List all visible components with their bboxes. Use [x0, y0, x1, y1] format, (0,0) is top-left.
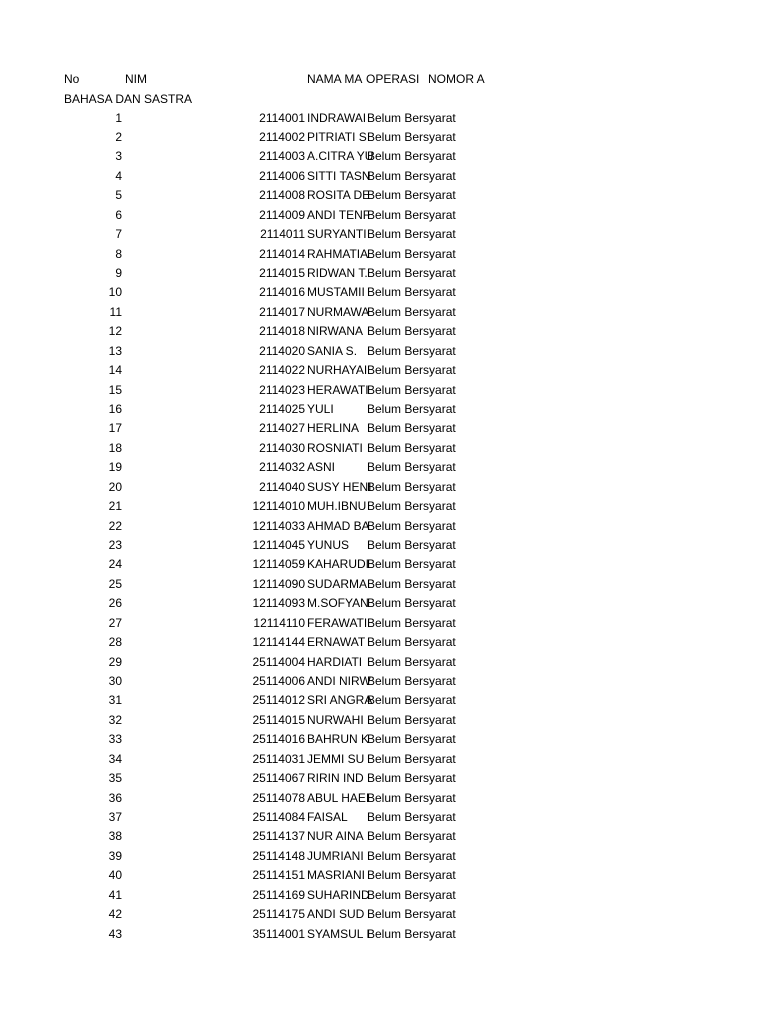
row-name: ANDI TENF	[307, 207, 371, 222]
row-status: Belum Bersyarat	[367, 848, 456, 863]
row-nim: 12114033	[252, 518, 305, 533]
row-nim: 25114175	[252, 907, 305, 922]
row-status: Belum Bersyarat	[367, 712, 456, 727]
row-number: 2	[115, 129, 122, 144]
table-row	[0, 266, 768, 281]
row-number: 33	[108, 732, 122, 747]
table-row	[0, 557, 768, 572]
row-number: 19	[108, 460, 122, 475]
row-name: SYAMSUL I	[307, 926, 370, 941]
row-status: Belum Bersyarat	[367, 460, 456, 475]
row-status: Belum Bersyarat	[367, 363, 456, 378]
row-status: Belum Bersyarat	[367, 440, 456, 455]
row-nim: 2114016	[259, 285, 305, 300]
row-number: 4	[115, 168, 122, 183]
row-number: 38	[108, 829, 122, 844]
row-nim: 25114006	[252, 673, 305, 688]
row-name: KAHARUDI	[307, 557, 370, 572]
row-name: AHMAD BA	[307, 518, 370, 533]
table-row	[0, 635, 768, 650]
row-nim: 2114023	[259, 382, 305, 397]
row-nim: 25114016	[252, 732, 305, 747]
row-number: 11	[109, 304, 122, 319]
table-row	[0, 732, 768, 747]
row-status: Belum Bersyarat	[367, 537, 456, 552]
row-nim: 2114018	[259, 324, 305, 339]
row-name: M.SOFYAN	[307, 596, 369, 611]
row-nim: 2114006	[259, 168, 305, 183]
table-row	[0, 421, 768, 436]
row-number: 43	[108, 926, 122, 941]
row-status: Belum Bersyarat	[367, 188, 456, 203]
header-no: No	[64, 71, 80, 86]
row-status: Belum Bersyarat	[367, 926, 456, 941]
row-nim: 2114027	[259, 421, 305, 436]
row-name: SUSY HENI	[307, 479, 372, 494]
row-nim: 12114093	[252, 596, 305, 611]
row-number: 7	[115, 227, 122, 242]
row-number: 42	[108, 907, 122, 922]
row-status: Belum Bersyarat	[367, 615, 456, 630]
table-row	[0, 499, 768, 514]
table-row	[0, 829, 768, 844]
row-number: 14	[108, 363, 122, 378]
row-number: 31	[108, 693, 122, 708]
row-nim: 2114030	[259, 440, 305, 455]
row-status: Belum Bersyarat	[367, 673, 456, 688]
row-nim: 12114110	[253, 615, 305, 630]
row-name: HERAWATI	[307, 382, 369, 397]
row-nim: 12114059	[252, 557, 305, 572]
table-row	[0, 441, 768, 456]
table-row	[0, 771, 768, 786]
row-name: INDRAWAI	[307, 110, 367, 125]
row-number: 8	[115, 246, 122, 261]
row-status: Belum Bersyarat	[367, 324, 456, 339]
row-name: ANDI SUD	[307, 907, 365, 922]
row-name: RAHMATIA	[307, 246, 369, 261]
row-status: Belum Bersyarat	[367, 635, 456, 650]
row-status: Belum Bersyarat	[367, 246, 456, 261]
row-number: 28	[108, 635, 122, 650]
row-number: 17	[108, 421, 122, 436]
table-row	[0, 480, 768, 495]
row-name: YULI	[307, 401, 334, 416]
header-nomor: NOMOR A	[428, 71, 485, 86]
table-row	[0, 616, 768, 631]
row-number: 5	[115, 188, 122, 203]
row-nim: 2114003	[259, 149, 305, 164]
row-name: NURMAWA	[307, 304, 370, 319]
row-status: Belum Bersyarat	[367, 149, 456, 164]
row-name: SUDARMA	[307, 576, 368, 591]
row-status: Belum Bersyarat	[367, 829, 456, 844]
table-row	[0, 344, 768, 359]
table-row	[0, 791, 768, 806]
row-nim: 12114144	[252, 635, 305, 650]
row-number: 16	[108, 401, 122, 416]
row-status: Belum Bersyarat	[367, 304, 456, 319]
table-row	[0, 655, 768, 670]
row-status: Belum Bersyarat	[367, 693, 456, 708]
row-name: ERNAWAT	[307, 635, 366, 650]
row-name: SITTI TASN	[307, 168, 371, 183]
row-name: HARDIATI	[307, 654, 363, 669]
table-row	[0, 111, 768, 126]
table-row	[0, 596, 768, 611]
table-row	[0, 169, 768, 184]
table-row	[0, 519, 768, 534]
row-nim: 25114031	[252, 751, 305, 766]
table-row	[0, 907, 768, 922]
row-status: Belum Bersyarat	[367, 576, 456, 591]
row-status: Belum Bersyarat	[367, 557, 456, 572]
row-status: Belum Bersyarat	[367, 168, 456, 183]
row-nim: 2114015	[259, 265, 305, 280]
row-name: A.CITRA YU	[307, 149, 374, 164]
row-number: 29	[108, 654, 122, 669]
row-name: ROSITA DE	[307, 188, 371, 203]
row-status: Belum Bersyarat	[367, 887, 456, 902]
table-row	[0, 693, 768, 708]
row-number: 9	[115, 265, 122, 280]
table-row	[0, 849, 768, 864]
table-row	[0, 402, 768, 417]
row-nim: 2114022	[259, 363, 305, 378]
row-nim: 25114169	[252, 887, 305, 902]
row-name: HERLINA	[307, 421, 360, 436]
row-number: 36	[108, 790, 122, 805]
row-status: Belum Bersyarat	[367, 227, 456, 242]
row-status: Belum Bersyarat	[367, 771, 456, 786]
row-name: RIRIN IND	[307, 771, 364, 786]
row-name: MASRIANI	[307, 868, 366, 883]
row-nim: 25114151	[252, 868, 305, 883]
header-nim: NIM	[125, 71, 147, 86]
table-row	[0, 188, 768, 203]
row-name: FERAWATI	[307, 615, 368, 630]
table-row	[0, 324, 768, 339]
row-number: 30	[108, 673, 122, 688]
row-status: Belum Bersyarat	[367, 809, 456, 824]
table-row	[0, 227, 768, 242]
row-nim: 25114148	[252, 848, 305, 863]
row-number: 40	[108, 868, 122, 883]
row-nim: 12114090	[252, 576, 305, 591]
row-name: SANIA S.	[307, 343, 358, 358]
row-number: 25	[108, 576, 122, 591]
row-name: SRI ANGRA	[307, 693, 373, 708]
row-status: Belum Bersyarat	[367, 596, 456, 611]
row-name: SURYANTI	[307, 227, 367, 242]
row-number: 22	[108, 518, 122, 533]
row-status: Belum Bersyarat	[367, 129, 456, 144]
row-nim: 25114004	[252, 654, 305, 669]
row-name: NUR AINA	[307, 829, 364, 844]
table-row	[0, 713, 768, 728]
row-number: 3	[115, 149, 122, 164]
row-number: 20	[108, 479, 122, 494]
row-status: Belum Bersyarat	[367, 479, 456, 494]
row-name: MUSTAMII	[307, 285, 365, 300]
row-number: 6	[115, 207, 122, 222]
table-row	[0, 888, 768, 903]
row-status: Belum Bersyarat	[367, 654, 456, 669]
section-title: BAHASA DAN SASTRA	[64, 91, 193, 106]
row-nim: 2114020	[259, 343, 305, 358]
row-number: 39	[108, 848, 122, 863]
table-row	[0, 868, 768, 883]
row-number: 37	[108, 809, 122, 824]
row-nim: 35114001	[252, 926, 305, 941]
row-nim: 25114067	[252, 771, 305, 786]
row-status: Belum Bersyarat	[367, 790, 456, 805]
table-row	[0, 149, 768, 164]
row-nim: 25114137	[252, 829, 305, 844]
row-number: 13	[108, 343, 122, 358]
row-nim: 2114014	[259, 246, 305, 261]
row-status: Belum Bersyarat	[367, 421, 456, 436]
row-name: ROSNIATI	[307, 440, 363, 455]
row-nim: 2114017	[259, 304, 305, 319]
row-name: ANDI NIRW	[307, 673, 371, 688]
table-row	[0, 810, 768, 825]
header-nama: NAMA MA	[307, 71, 363, 86]
row-nim: 25114084	[252, 809, 305, 824]
row-name: NURWAHI	[307, 712, 364, 727]
row-number: 10	[108, 285, 122, 300]
row-number: 18	[108, 440, 122, 455]
row-number: 27	[108, 615, 122, 630]
table-row	[0, 285, 768, 300]
row-name: YUNUS	[307, 537, 350, 552]
row-number: 12	[108, 324, 122, 339]
table-row	[0, 383, 768, 398]
row-name: FAISAL	[307, 809, 348, 824]
row-number: 1	[115, 110, 122, 125]
row-nim: 2114032	[259, 460, 305, 475]
table-row	[0, 305, 768, 320]
row-name: JEMMI SU	[307, 751, 365, 766]
row-nim: 2114025	[259, 401, 305, 416]
row-status: Belum Bersyarat	[367, 518, 456, 533]
row-nim: 2114040	[259, 479, 305, 494]
table-row	[0, 208, 768, 223]
row-status: Belum Bersyarat	[367, 499, 456, 514]
row-number: 23	[108, 537, 122, 552]
row-status: Belum Bersyarat	[367, 285, 456, 300]
table-row	[0, 363, 768, 378]
header-operasi: OPERASI	[366, 71, 420, 86]
row-nim: 2114008	[259, 188, 305, 203]
row-nim: 25114078	[252, 790, 305, 805]
row-name: RIDWAN T.	[307, 265, 368, 280]
table-row	[0, 538, 768, 553]
row-nim: 12114010	[252, 499, 305, 514]
row-nim: 2114002	[259, 129, 305, 144]
table-row	[0, 674, 768, 689]
row-name: SUHARIND	[307, 887, 370, 902]
row-nim: 25114015	[252, 712, 305, 727]
row-number: 34	[108, 751, 122, 766]
row-status: Belum Bersyarat	[367, 382, 456, 397]
row-name: ASNI	[307, 460, 336, 475]
row-name: BAHRUN K	[307, 732, 370, 747]
row-status: Belum Bersyarat	[367, 401, 456, 416]
row-name: PITRIATI S	[307, 129, 367, 144]
row-status: Belum Bersyarat	[367, 265, 456, 280]
row-status: Belum Bersyarat	[367, 207, 456, 222]
row-name: JUMRIANI	[307, 848, 364, 863]
row-name: ABUL HAEI	[307, 790, 370, 805]
table-row	[0, 460, 768, 475]
table-row	[0, 130, 768, 145]
row-number: 35	[108, 771, 122, 786]
row-nim: 2114009	[259, 207, 305, 222]
row-status: Belum Bersyarat	[367, 732, 456, 747]
row-status: Belum Bersyarat	[367, 110, 456, 125]
table-row	[0, 752, 768, 767]
row-number: 24	[108, 557, 122, 572]
table-row	[0, 577, 768, 592]
row-number: 15	[108, 382, 122, 397]
row-nim: 25114012	[252, 693, 305, 708]
row-status: Belum Bersyarat	[367, 343, 456, 358]
row-status: Belum Bersyarat	[367, 907, 456, 922]
row-name: NURHAYAI	[307, 363, 368, 378]
row-number: 21	[108, 499, 122, 514]
row-name: NIRWANA	[307, 324, 364, 339]
table-row	[0, 247, 768, 262]
row-status: Belum Bersyarat	[367, 868, 456, 883]
row-status: Belum Bersyarat	[367, 751, 456, 766]
row-nim: 2114001	[259, 110, 305, 125]
row-nim: 12114045	[252, 537, 305, 552]
row-number: 26	[108, 596, 122, 611]
row-number: 41	[108, 887, 122, 902]
row-name: MUH.IBNU	[307, 499, 367, 514]
row-nim: 2114011	[260, 227, 305, 242]
row-number: 32	[108, 712, 122, 727]
table-row	[0, 927, 768, 942]
